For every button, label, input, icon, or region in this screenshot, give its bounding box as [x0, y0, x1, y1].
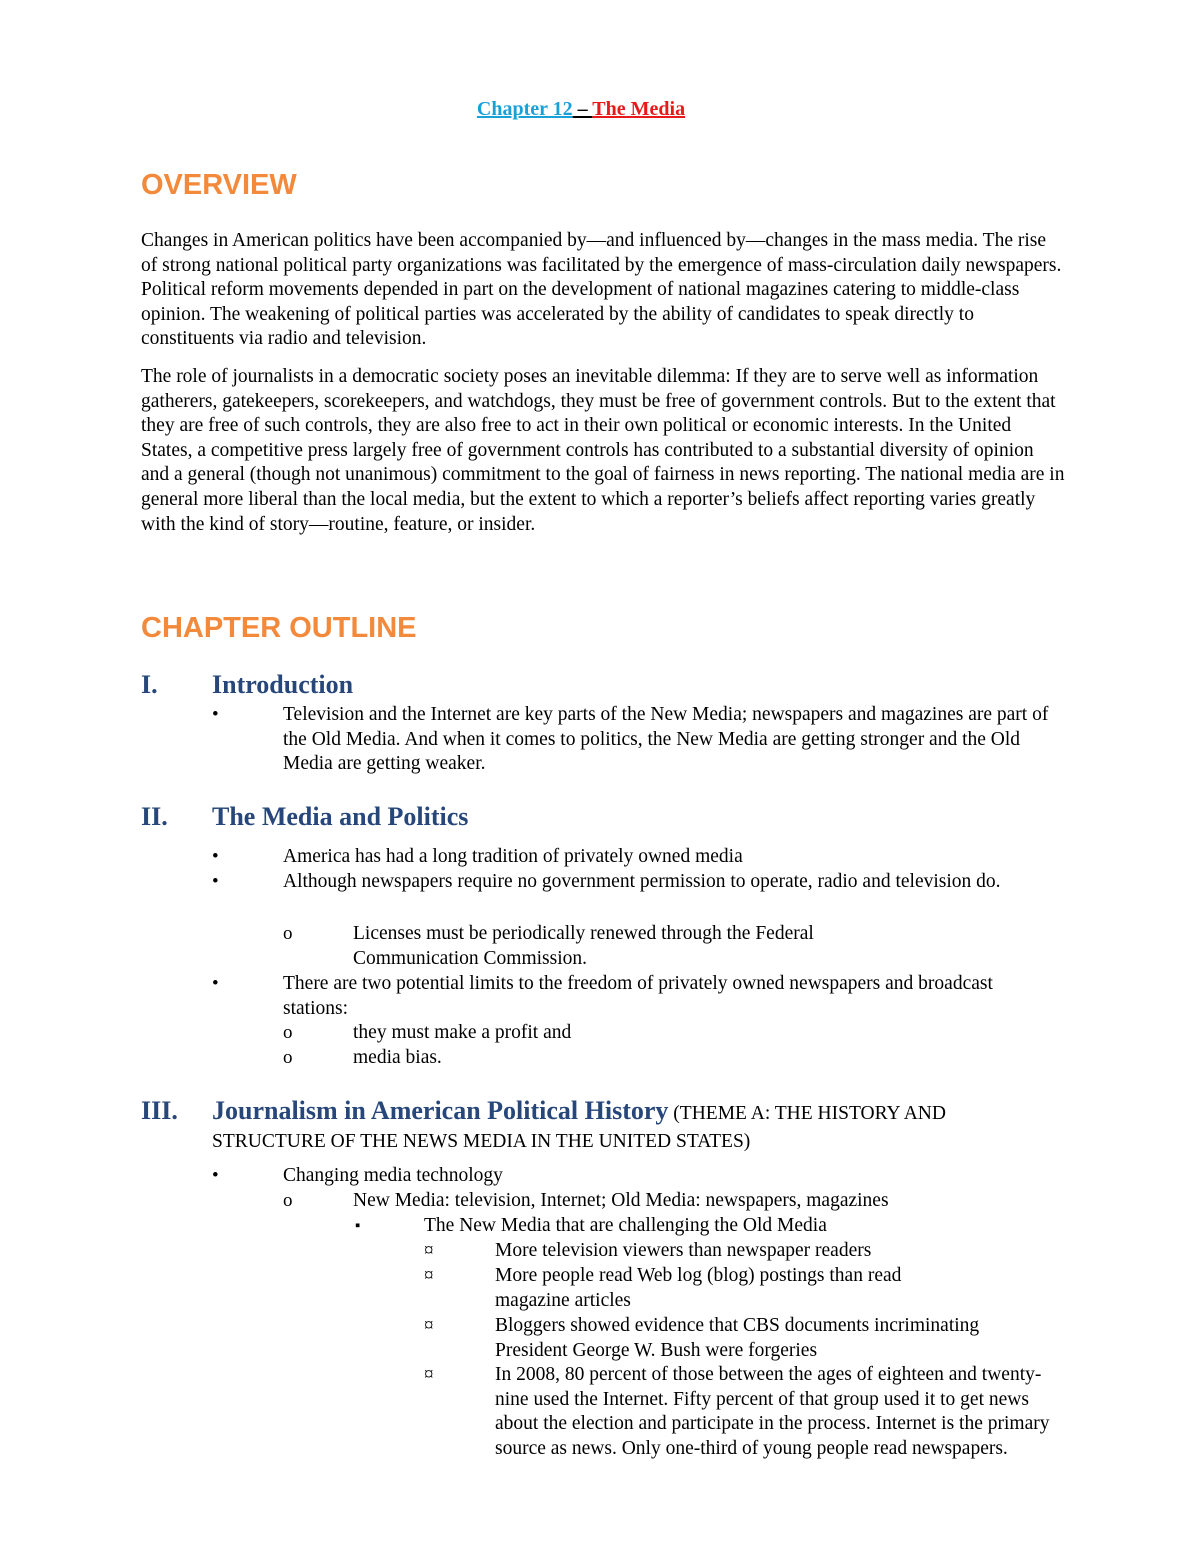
list-item-text: Although newspapers require no government permission to operate, radio and television do.	[283, 871, 1001, 892]
circle-marker: o	[283, 1022, 293, 1043]
bullet-marker: •	[212, 973, 219, 994]
section-numeral: III.	[141, 1096, 178, 1125]
currency-marker: ¤	[424, 1240, 434, 1261]
chapter-topic: The Media	[592, 98, 686, 120]
section-theme: (THEME A: THE HISTORY AND	[668, 1103, 946, 1124]
overview-heading: OVERVIEW	[141, 169, 297, 201]
title-dash: –	[572, 98, 593, 120]
bullet-marker: •	[212, 1165, 219, 1186]
currency-marker: ¤	[424, 1364, 434, 1385]
circle-marker: o	[283, 1047, 293, 1068]
list-item-text: More people read Web log (blog) postings than read magazine articles	[495, 1265, 902, 1311]
bullet-marker: •	[212, 846, 219, 867]
list-item-text: In 2008, 80 percent of those between the ages of eighteen and twenty-nine used the Internet. Fifty percent of that group used it to get news about the election and participate in the process. Internet is the primary source as news. Only one-third of young people read newspapers.	[495, 1364, 1050, 1459]
bullet-marker: •	[212, 704, 219, 725]
bullet-marker: •	[212, 871, 219, 892]
section-title: The Media and Politics	[212, 802, 469, 831]
overview-paragraph-2: The role of journalists in a democratic society poses an inevitable dilemma: If they are to serve well as information gatherers, gatekeepers, scorekeepers, and watchdogs, they must be free of government controls. But to the extent that they are free of such controls, they are also free to act in their own political or economic interests. In the United States, a competitive press largely free of government controls has contributed to a substantial diversity of opinion and a general (though not unanimous) commitment to the goal of fairness in news reporting. The national media are in general more liberal than the local media, but the extent to which a reporter’s beliefs affect reporting varies greatly with the kind of story—routine, feature, or insider.	[141, 366, 1065, 535]
list-item-text: they must make a profit and	[353, 1022, 572, 1043]
list-item-text: Television and the Internet are key parts of the New Media; newspapers and magazines are part of the Old Media. And when it comes to politics, the New Media are getting stronger and the Old Media are getting weaker.	[283, 704, 1049, 775]
section-heading-3	[141, 1096, 1071, 1155]
currency-marker: ¤	[424, 1265, 434, 1286]
section-heading-1	[141, 670, 1071, 700]
list-item-text: Bloggers showed evidence that CBS documents incriminating President George W. Bush were forgeries	[495, 1315, 980, 1361]
section-title: Introduction	[212, 670, 354, 699]
section-theme-continued: STRUCTURE OF THE NEWS MEDIA IN THE UNITED STATES)	[212, 1131, 751, 1152]
overview-paragraph-1: Changes in American politics have been accompanied by—and influenced by—changes in the mass media. The rise of strong national political party organizations was facilitated by the emergence of mass-circulation daily newspapers. Political reform movements depended in part on the development of national magazines catering to middle-class opinion. The weakening of political parties was accelerated by the ability of candidates to speak directly to constituents via radio and television.	[141, 230, 1062, 350]
circle-marker: o	[283, 1190, 293, 1211]
list-item-text: There are two potential limits to the freedom of privately owned newspapers and broadcast stations:	[283, 973, 993, 1019]
list-item-text: media bias.	[353, 1047, 442, 1068]
currency-marker: ¤	[424, 1315, 434, 1336]
section-numeral: I.	[141, 670, 158, 699]
chapter-number: Chapter 12	[476, 98, 573, 120]
square-marker: ▪	[355, 1218, 361, 1234]
section-numeral: II.	[141, 802, 168, 831]
list-item-text: More television viewers than newspaper readers	[495, 1240, 872, 1261]
chapter-title	[0, 96, 1162, 122]
chapter-outline-heading: CHAPTER OUTLINE	[141, 612, 417, 644]
section-heading-2	[141, 802, 1071, 832]
list-item-text: America has had a long tradition of privately owned media	[283, 846, 743, 867]
list-item-text: Changing media technology	[283, 1165, 503, 1186]
circle-marker: o	[283, 923, 293, 944]
section-title: Journalism in American Political History	[212, 1096, 669, 1125]
list-item-text: New Media: television, Internet; Old Media: newspapers, magazines	[353, 1190, 889, 1211]
list-item-text: Licenses must be periodically renewed through the Federal Communication Commission.	[353, 923, 814, 969]
list-item-text: The New Media that are challenging the Old Media	[424, 1215, 827, 1236]
